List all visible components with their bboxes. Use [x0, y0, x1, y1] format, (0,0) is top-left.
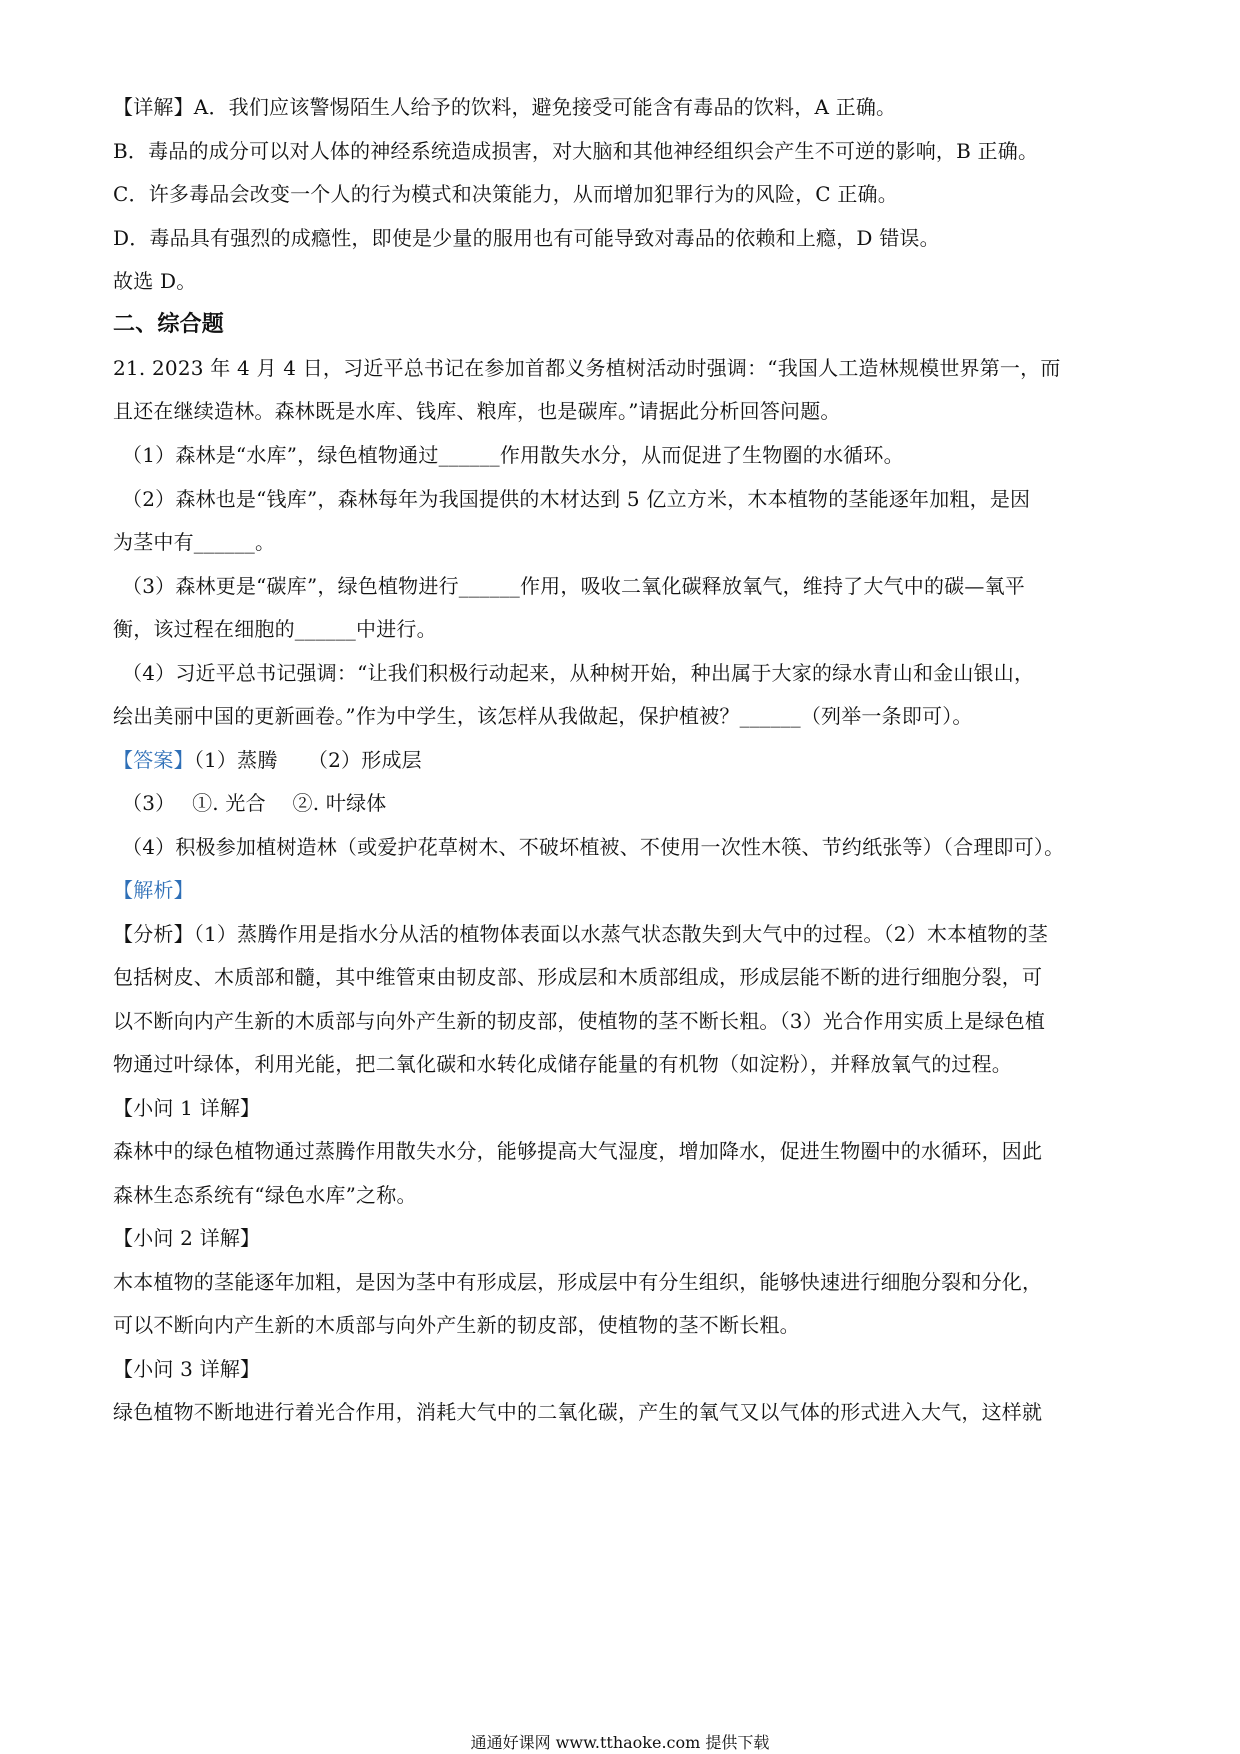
sub-answer-text: 可以不断向内产生新的木质部与向外产生新的韧皮部，使植物的茎不断长粗。: [113, 1313, 800, 1337]
sub-answer-heading: 【小问 2 详解】: [113, 1226, 261, 1250]
sub-answer-text: 绿色植物不断地进行着光合作用，消耗大气中的二氧化碳，产生的氧气又以气体的形式进入大气，这样就: [113, 1400, 1043, 1424]
sub-answer-text: 森林中的绿色植物通过蒸腾作用散失水分，能够提高大气湿度，增加降水，促进生物圈中的水循环，因此: [113, 1139, 1043, 1163]
answer-text: （1）蒸腾 （2）形成层: [193, 748, 422, 772]
analysis-text: 以不断向内产生新的木质部与向外产生新的韧皮部，使植物的茎不断长粗。（3）光合作用实质上是绿色植: [113, 1009, 1046, 1033]
analysis-text: 包括树皮、木质部和髓，其中维管束由韧皮部、形成层和木质部组成，形成层能不断的进行细胞分裂，可: [113, 965, 1043, 989]
sub-answer-heading: 【小问 3 详解】: [113, 1357, 261, 1381]
sub-answer-heading: 【小问 1 详解】: [113, 1096, 261, 1120]
sub-question-3: 衡，该过程在细胞的______中进行。: [113, 617, 437, 641]
page-footer: 通通好课网 www.tthaoke.com 提供下载: [470, 1733, 770, 1752]
text-line: D．毒品具有强烈的成瘾性，即使是少量的服用也有可能导致对毒品的依赖和上瘾，D 错误。: [113, 226, 940, 250]
sub-question-2: 为茎中有______。: [113, 530, 276, 554]
sub-answer-text: 森林生态系统有“绿色水库”之称。: [113, 1183, 417, 1207]
analysis-text: 物通过叶绿体，利用光能，把二氧化碳和水转化成储存能量的有机物（如淀粉），并释放氧气的过程。: [113, 1052, 1012, 1076]
sub-question-4: 绘出美丽中国的更新画卷。”作为中学生，该怎样从我做起，保护植被？______（列举一条即可）。: [113, 704, 973, 728]
sub-answer-text: 木本植物的茎能逐年加粗，是因为茎中有形成层，形成层中有分生组织，能够快速进行细胞分裂和分化，: [113, 1270, 1043, 1294]
answer-label: 【答案】: [113, 748, 194, 772]
question-text: 21. 2023 年 4 月 4 日，习近平总书记在参加首都义务植树活动时强调：“我国人工造林规模世界第一，而: [113, 356, 1061, 380]
text-line: 故选 D。: [113, 269, 197, 293]
text-line: C．许多毒品会改变一个人的行为模式和决策能力，从而增加犯罪行为的风险，C 正确。: [113, 182, 898, 206]
analysis-label: 【解析】: [113, 878, 194, 902]
question-text: 且还在继续造林。森林既是水库、钱库、粮库，也是碳库。”请据此分析回答问题。: [113, 399, 841, 423]
answer-line: [113, 745, 1133, 775]
answer-line: （4）积极参加植树造林（或爱护花草树木、不破坏植被、不使用一次性木筷、节约纸张等）（合理即可）。: [122, 835, 1065, 859]
answer-line: （3） ①. 光合 ②. 叶绿体: [122, 791, 387, 815]
text-line: B．毒品的成分可以对人体的神经系统造成损害，对大脑和其他神经组织会产生不可逆的影响，B 正确。: [113, 139, 1039, 163]
section-heading: 二、综合题: [113, 311, 225, 337]
sub-question-2: （2）森林也是“钱库”，森林每年为我国提供的木材达到 5 亿立方米，木本植物的茎能逐年加粗，是因: [122, 487, 1031, 511]
sub-question-1: （1）森林是“水库”，绿色植物通过______作用散失水分，从而促进了生物圈的水循环。: [122, 443, 904, 467]
text-line: 【详解】A．我们应该警惕陌生人给予的饮料，避免接受可能含有毒品的饮料，A 正确。: [113, 95, 897, 119]
sub-question-3: （3）森林更是“碳库”，绿色植物进行______作用，吸收二氧化碳释放氧气，维持了大气中的碳—氧平: [122, 574, 1025, 598]
analysis-text: 【分析】（1）蒸腾作用是指水分从活的植物体表面以水蒸气状态散失到大气中的过程。（2）木本植物的茎: [113, 922, 1049, 946]
sub-question-4: （4）习近平总书记强调：“让我们积极行动起来，从种树开始，种出属于大家的绿水青山和金山银山，: [122, 661, 1035, 685]
